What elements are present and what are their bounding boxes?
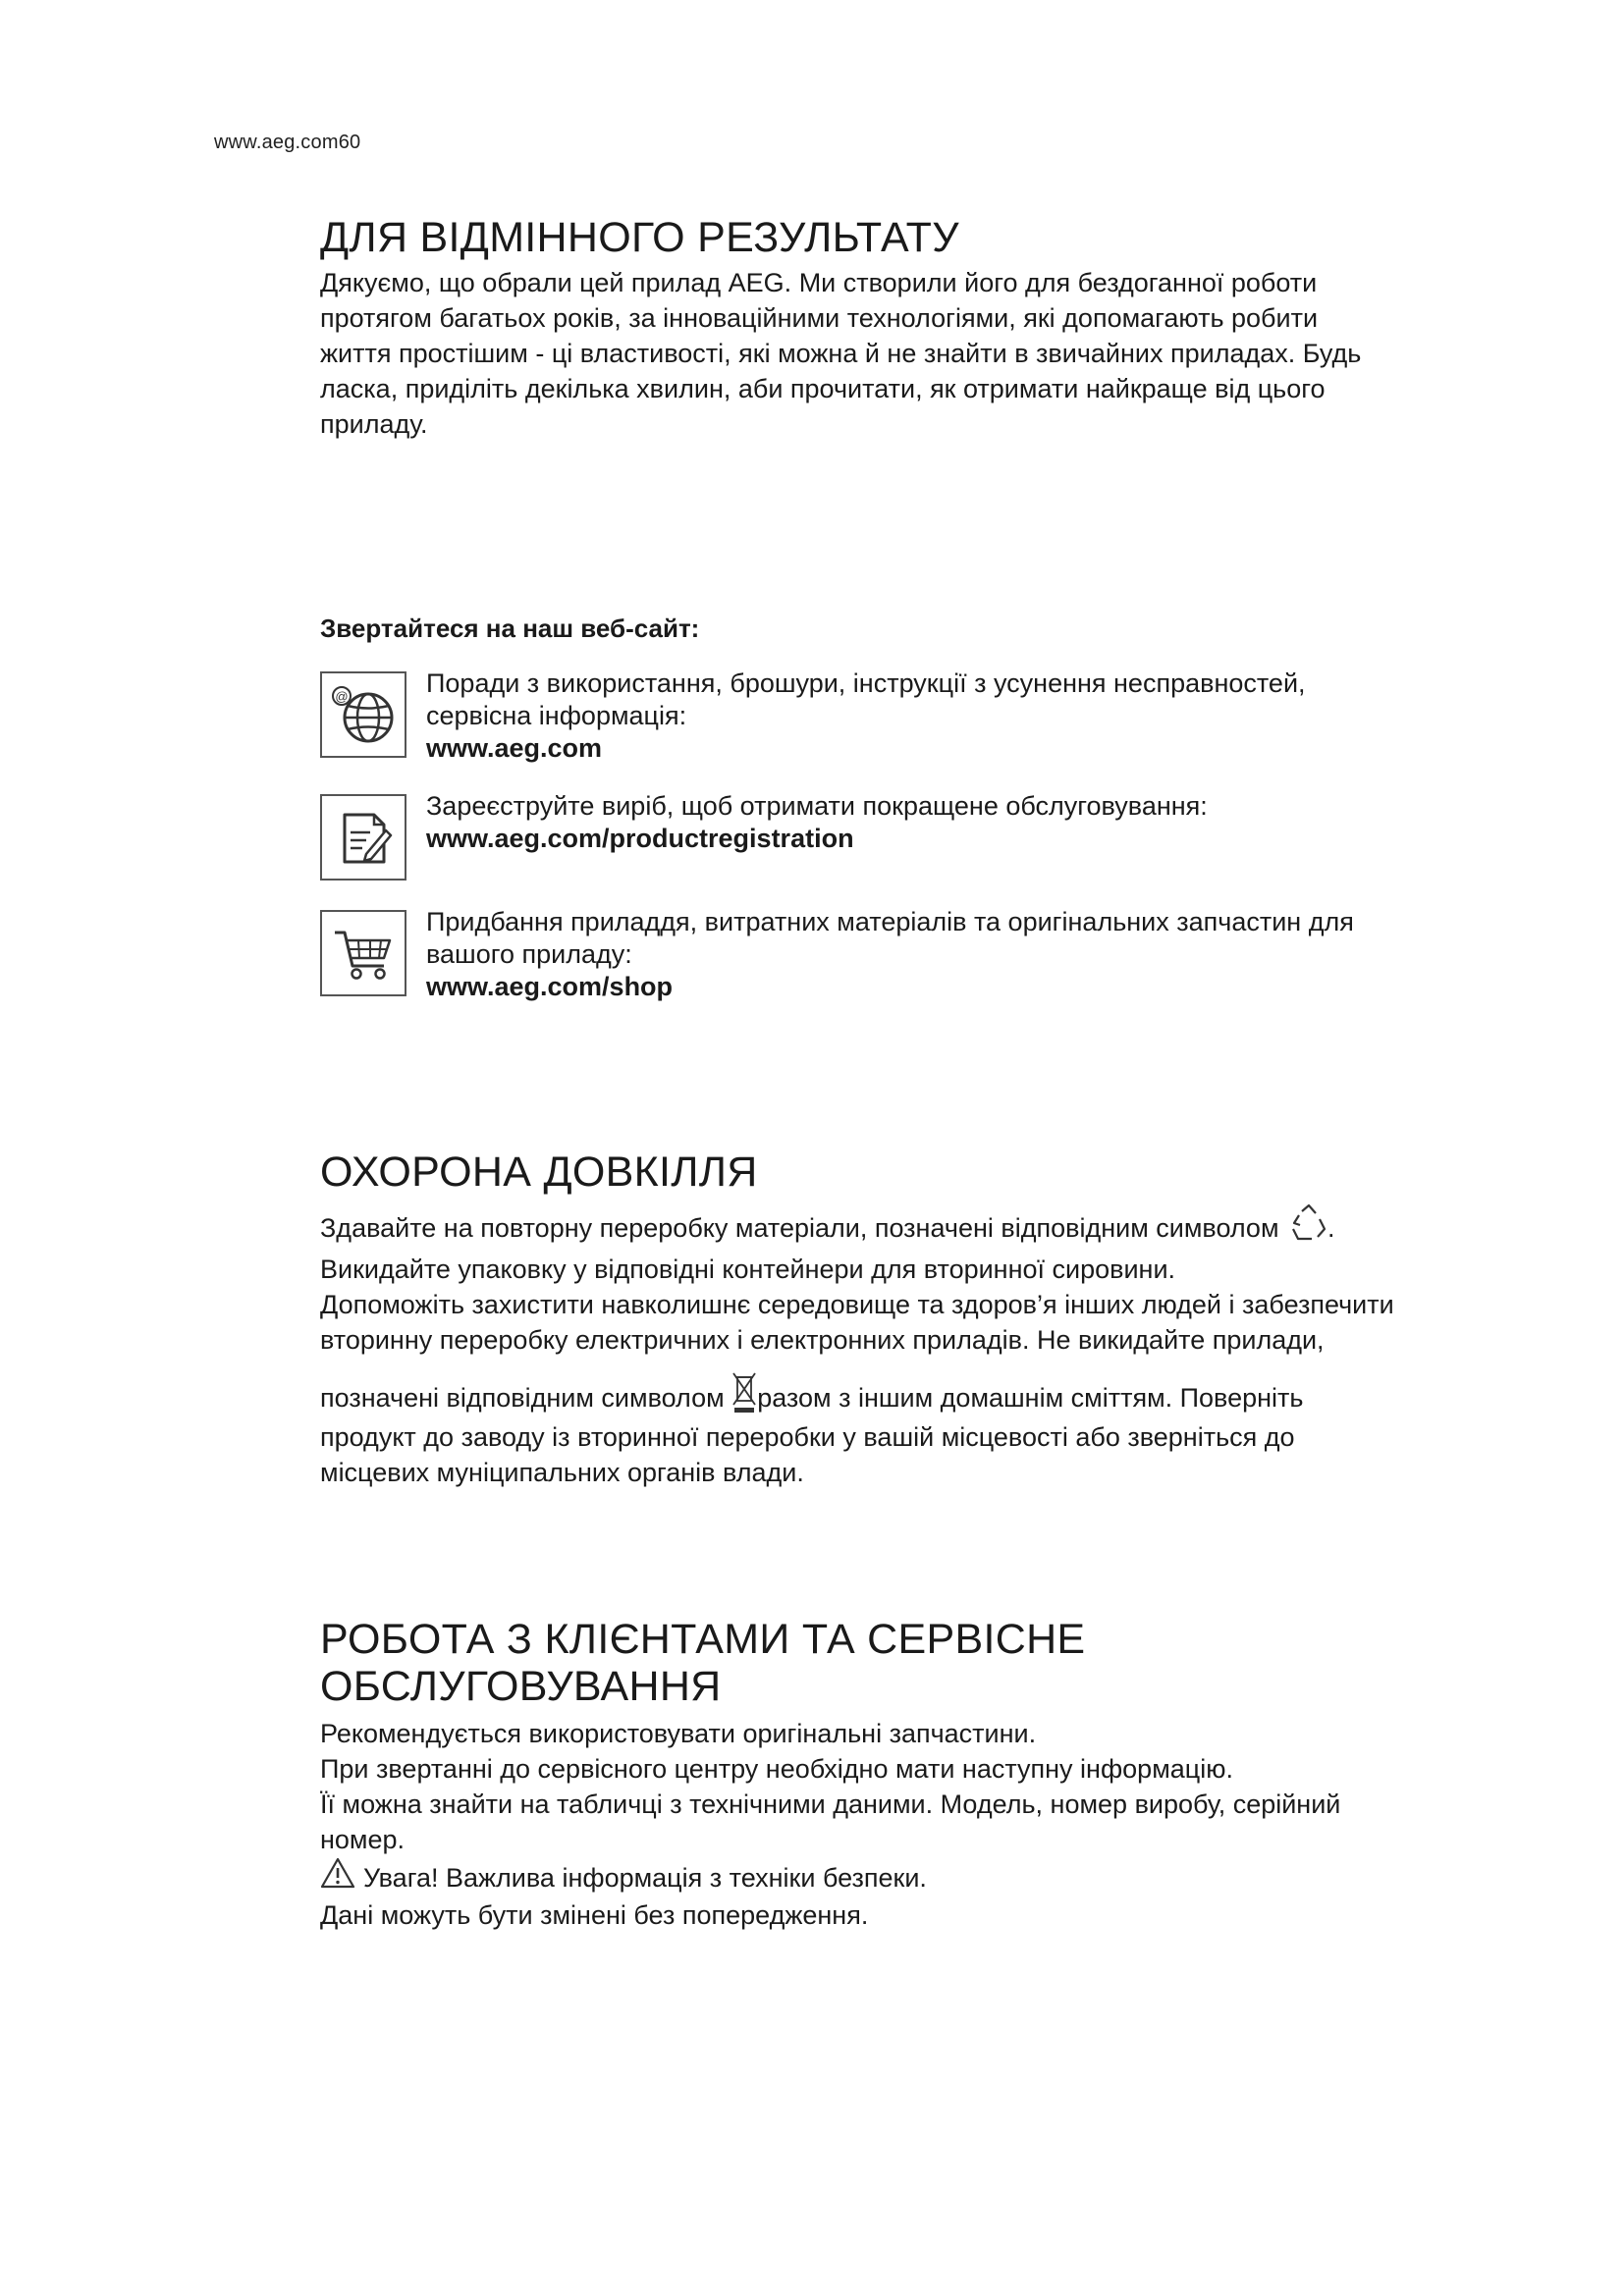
website-link[interactable]: www.aeg.com	[426, 733, 603, 763]
section-title-service	[320, 1616, 1528, 1710]
intro-line: життя простішим - ці властивості, які можна й не знайти в звичайних приладах. Будь	[320, 339, 1362, 368]
service-line: номер.	[320, 1825, 406, 1854]
service-line: Рекомендується використовувати оригінальні запчастини.	[320, 1719, 1037, 1748]
product-registration-link[interactable]: www.aeg.com/productregistration	[426, 824, 854, 853]
intro-line: приладу.	[320, 409, 428, 439]
warning-line	[320, 1857, 1528, 1897]
environment-line: продукт до заводу із вторинної переробки у вашій місцевості або зверніться до	[320, 1422, 1295, 1452]
section-title-service-line1: РОБОТА З КЛІЄНТАМИ ТА СЕРВІСНЕ	[320, 1616, 1086, 1663]
section-title-perfect-results: ДЛЯ ВІДМІННОГО РЕЗУЛЬТАТУ	[320, 214, 959, 261]
section-title-service-line2: ОБСЛУГОВУВАННЯ	[320, 1663, 722, 1710]
registration-document-icon	[320, 794, 406, 881]
crossed-out-bin-icon	[731, 1371, 757, 1419]
service-line: Її можна знайти на табличці з технічними даними. Модель, номер виробу, серійний	[320, 1789, 1341, 1819]
contact-item-text: сервісна інформація:	[426, 701, 687, 730]
service-final-line: Дані можуть бути змінені без попередження.	[320, 1900, 869, 1930]
section-service	[320, 1616, 1528, 1933]
globe-icon	[320, 671, 406, 758]
contact-heading: Звертайтеся на наш веб-сайт:	[320, 614, 700, 643]
environment-text: разом з іншим домашнім сміттям. Поверніть	[757, 1383, 1304, 1413]
contact-item-support	[320, 667, 1528, 765]
environment-line	[320, 1203, 1528, 1252]
intro-line: Дякуємо, що обрали цей прилад AEG. Ми створили його для бездоганної роботи	[320, 268, 1318, 297]
header-url: www.aeg.com60	[214, 132, 361, 153]
svg-text:@: @	[335, 689, 349, 704]
environment-text: Здавайте на повторну переробку матеріали, позначені відповідним символом	[320, 1213, 1279, 1243]
environment-line: Викидайте упаковку у відповідні контейнери для вторинної сировини.	[320, 1255, 1176, 1284]
section-environment	[320, 1148, 1528, 1490]
section-title-environment: ОХОРОНА ДОВКІЛЛЯ	[320, 1148, 758, 1196]
shop-link[interactable]: www.aeg.com/shop	[426, 972, 674, 1001]
environment-line: Допоможіть захистити навколишнє середовище та здоров’я інших людей і забезпечити	[320, 1290, 1394, 1319]
environment-line: вторинну переробку електричних і електронних приладів. Не викидайте прилади,	[320, 1325, 1325, 1355]
intro-line: ласка, приділіть декілька хвилин, аби прочитати, як отримати найкраще від цього	[320, 374, 1326, 403]
recycle-icon	[1290, 1203, 1327, 1252]
contact-section	[320, 611, 1528, 1029]
contact-item-text: Зареєструйте виріб, щоб отримати покращене обслуговування:	[426, 791, 1208, 821]
warning-text: Увага! Важлива інформація з техніки безпеки.	[363, 1862, 927, 1893]
contact-item-shop	[320, 906, 1528, 1003]
intro-line: протягом багатьох років, за інноваційними технологіями, які допомагають робити	[320, 303, 1319, 333]
service-line: При звертанні до сервісного центру необхідно мати наступну інформацію.	[320, 1754, 1233, 1784]
environment-line: місцевих муніципальних органів влади.	[320, 1458, 804, 1487]
contact-item-text: Поради з використання, брошури, інструкції з усунення несправностей,	[426, 668, 1306, 698]
contact-item-text: Придбання приладдя, витратних матеріалів та оригінальних запчастин для	[426, 907, 1354, 936]
contact-item-text: вашого приладу:	[426, 939, 632, 969]
environment-text: позначені відповідним символом	[320, 1383, 725, 1413]
shopping-cart-icon	[320, 910, 406, 996]
contact-item-registration	[320, 790, 1528, 881]
environment-line	[320, 1371, 1528, 1419]
warning-triangle-icon	[320, 1857, 355, 1897]
environment-text-end: .	[1327, 1213, 1335, 1243]
section-perfect-results	[320, 214, 1528, 442]
